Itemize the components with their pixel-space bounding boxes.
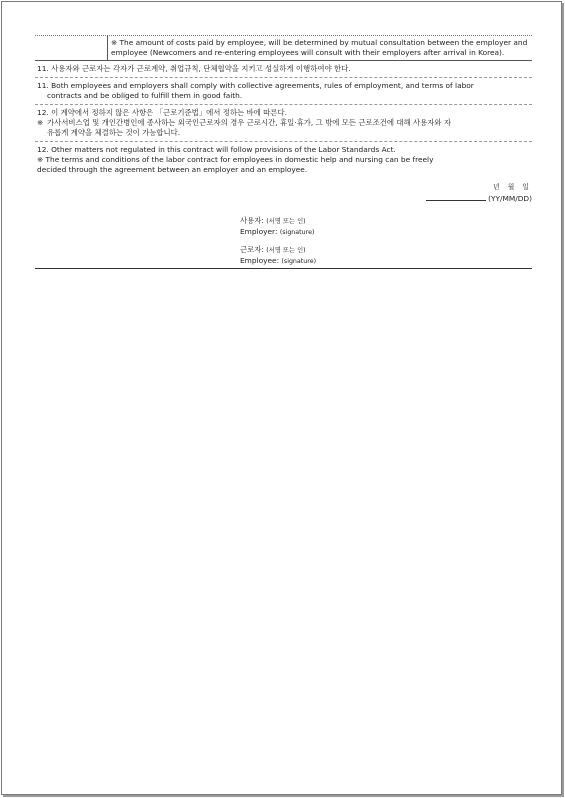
item-11-english: [35, 77, 532, 104]
page-shadow-bottom: [3, 795, 564, 797]
cost-note-left-cell: [35, 36, 108, 60]
item-12-english: [35, 141, 532, 178]
employee-english-label: Employee:: [240, 256, 280, 265]
note-mark: ※: [37, 118, 44, 127]
employee-korean-label: 근로자:: [240, 245, 264, 254]
item-12-english-line: 12. Other matters not regulated in this contract will follow provisions of the Labor Standards Act.: [37, 145, 396, 154]
item-12-english-note-line2: decided through the agreement between an employer and an employee.: [37, 165, 308, 174]
item-12-korean-note-line2: 유롭게 계약을 체결하는 것이 가능합니다.: [47, 128, 181, 137]
item-12-korean: [35, 104, 532, 141]
employee-korean-line: [240, 245, 532, 256]
signature-gap: [240, 238, 532, 245]
employer-korean-label: 사용자:: [240, 216, 264, 225]
item-11-korean: 11. 사용자와 근로자는 각자가 근로계약, 취업규칙, 단체협약을 지키고 성실하게 이행하여야 한다.: [37, 64, 351, 73]
item-12-korean-note: [37, 118, 532, 128]
item-12-english-note-line1: ※ The terms and conditions of the labor contract for employees in domestic help and nursing can be freely: [37, 155, 434, 164]
date-label: 년 월 일: [492, 183, 532, 191]
employee-english-line: [240, 256, 532, 267]
date-blank[interactable]: [426, 193, 486, 201]
item-11-english-line1: 11. Both employees and employers shall comply with collective agreements, rules of employment, and terms of labor: [37, 81, 474, 90]
document-content: [35, 35, 532, 269]
employee-korean-sign-hint: (서명 또는 인): [266, 247, 306, 254]
bottom-rule: [35, 268, 532, 269]
page-shadow-right: [562, 3, 564, 797]
date-block: [35, 182, 532, 204]
signature-block: [240, 216, 532, 267]
employee-english-sign-hint: (signature): [281, 258, 317, 265]
date-format: (YY/MM/DD): [488, 194, 532, 203]
employer-english-sign-hint: (signature): [279, 229, 315, 236]
cost-note-row: [35, 35, 532, 61]
employer-korean-line: [240, 216, 532, 227]
item-11-english-line2: contracts and be obliged to fulfill them in good faith.: [47, 91, 243, 100]
employer-korean-sign-hint: (서명 또는 인): [266, 218, 306, 225]
date-line: [35, 193, 532, 204]
item-12-korean-line: 12. 이 계약에서 정하지 않은 사항은 「근로기준법」에서 정하는 바에 따른다.: [37, 108, 287, 117]
employer-english-line: [240, 227, 532, 238]
cost-note-text: ※ The amount of costs paid by employee, will be determined by mutual consultation between the employer and employee (Newcomers and re-entering employees will consult with their employers after arrival in Korea).: [111, 38, 528, 57]
employer-english-label: Employer:: [240, 227, 278, 236]
item-12-korean-note-line1: 가사서비스업 및 개인간병인에 종사하는 외국인근로자의 경우 근로시간, 휴일·휴가, 그 밖에 모든 근로조건에 대해 사용자와 자: [47, 118, 452, 127]
